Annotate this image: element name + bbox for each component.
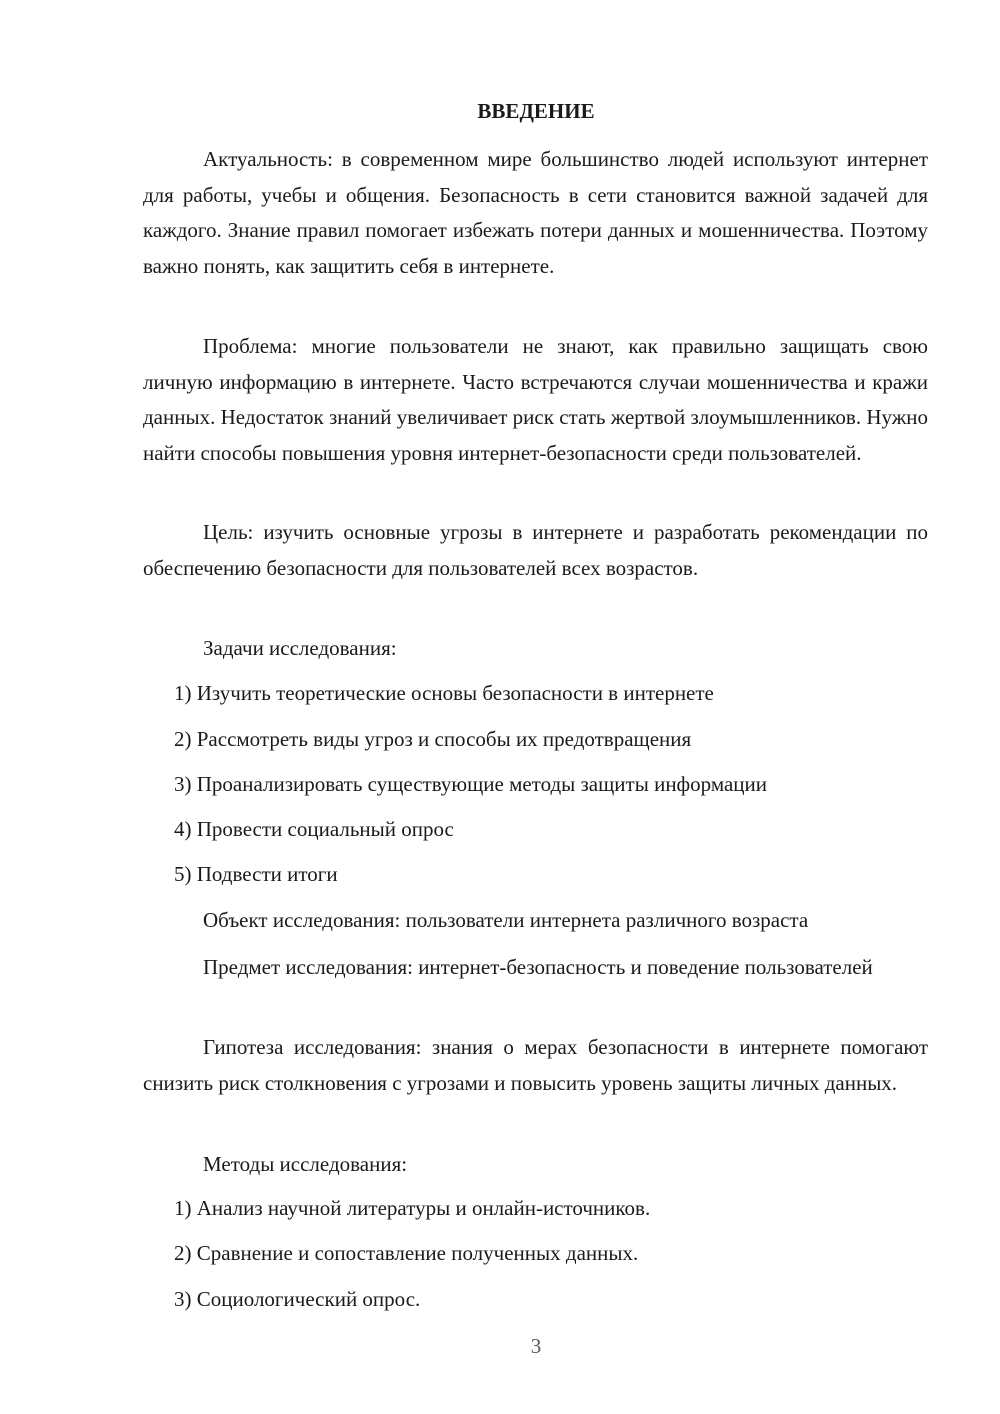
section-heading: ВВЕДЕНИЕ bbox=[477, 99, 595, 123]
page-number: 3 bbox=[530, 1334, 542, 1358]
method-item-2: 2) Сравнение и сопоставление полученных данных. bbox=[174, 1241, 639, 1265]
goal-paragraph: Цель: изучить основные угрозы в интернете и разработать рекомендации по обеспечению безопасности для пользователей всех возрастов. bbox=[143, 520, 928, 580]
task-item-1: 1) Изучить теоретические основы безопасности в интернете bbox=[174, 681, 714, 705]
subject-paragraph: Предмет исследования: интернет-безопасность и поведение пользователей bbox=[203, 955, 873, 979]
relevance-paragraph: Актуальность: в современном мире большинство людей используют интернет для работы, учебы и общения. Безопасность в сети становится важной задачей для каждого. Знание правил помогает избежать потери данных и мошенничества. Поэтому важно понять, как защитить себя в интернете. bbox=[143, 147, 928, 278]
method-item-3: 3) Социологический опрос. bbox=[174, 1287, 421, 1311]
task-item-3: 3) Проанализировать существующие методы защиты информации bbox=[174, 772, 768, 796]
task-item-5: 5) Подвести итоги bbox=[174, 862, 338, 886]
tasks-title: Задачи исследования: bbox=[203, 636, 397, 660]
object-paragraph: Объект исследования: пользователи интернета различного возраста bbox=[203, 908, 809, 932]
methods-title: Методы исследования: bbox=[203, 1152, 408, 1176]
task-item-4: 4) Провести социальный опрос bbox=[174, 817, 454, 841]
hypothesis-paragraph: Гипотеза исследования: знания о мерах безопасности в интернете помогают снизить риск столкновения с угрозами и повысить уровень защиты личных данных. bbox=[143, 1035, 928, 1095]
method-item-1: 1) Анализ научной литературы и онлайн-источников. bbox=[174, 1196, 651, 1220]
task-item-2: 2) Рассмотреть виды угроз и способы их предотвращения bbox=[174, 727, 692, 751]
problem-paragraph: Проблема: многие пользователи не знают, как правильно защищать свою личную информацию в интернете. Часто встречаются случаи мошенничества и кражи данных. Недостаток знаний увеличивает риск стать жертвой злоумышленников. Нужно найти способы повышения уровня интернет-безопасности среди пользователей. bbox=[143, 334, 928, 465]
